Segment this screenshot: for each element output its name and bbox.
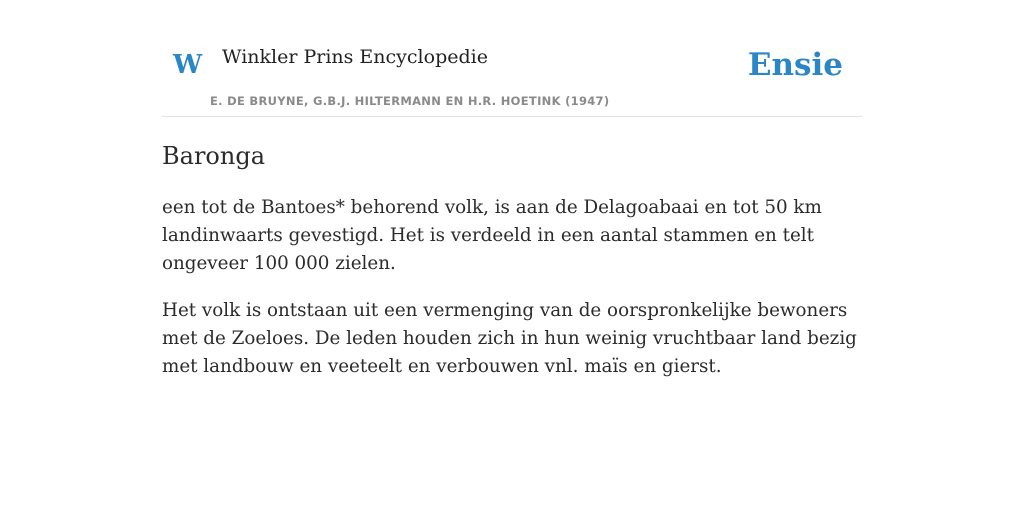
entry-title: Baronga: [162, 142, 265, 170]
article-paragraph: een tot de Bantoes* behorend volk, is aan de Delagoabaai en tot 50 km landinwaarts gevestigd. Het is verdeeld in een aantal stammen en telt ongeveer 100 000 zielen.: [162, 197, 822, 275]
source-header: [162, 0, 862, 117]
article-paragraph: Het volk is ontstaan uit een vermenging van de oorspronkelijke bewoners met de Zoeloes. De leden houden zich in hun weinig vruchtbaar land bezig met landbouw en veeteelt en verbouwen vnl. maïs en gierst.: [162, 300, 857, 378]
source-authors: E. DE BRUYNE, G.B.J. HILTERMANN EN H.R. HOETINK (1947): [210, 94, 610, 108]
source-title: Winkler Prins Encyclopedie: [222, 46, 488, 68]
winkler-prins-logo-icon: W: [173, 50, 203, 80]
ensie-brand-link[interactable]: Ensie: [747, 47, 843, 83]
page: [162, 0, 862, 381]
